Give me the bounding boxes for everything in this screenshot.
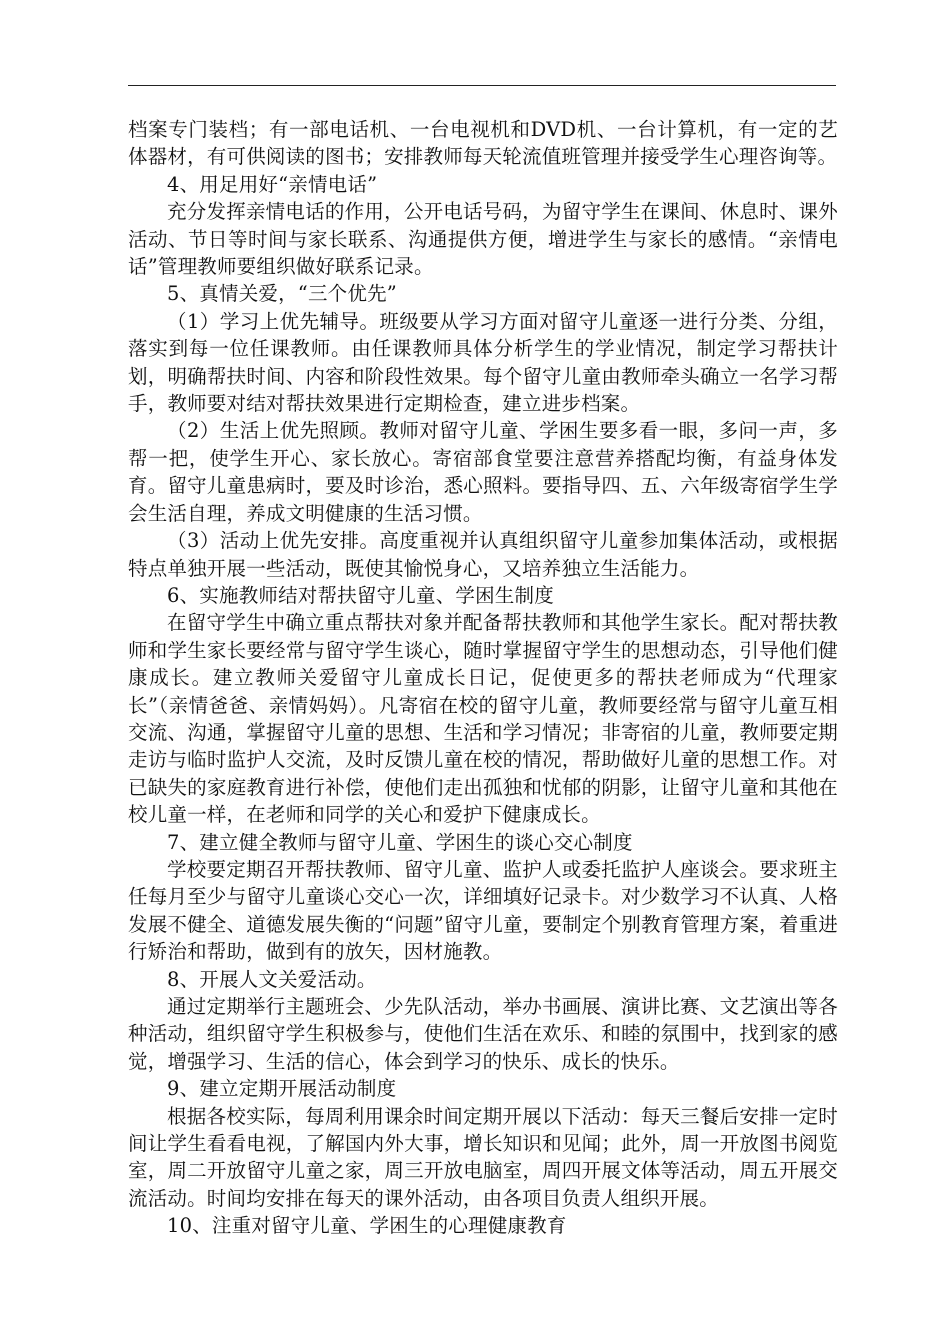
paragraph: 学校要定期召开帮扶教师、留守儿童、监护人或委托监护人座谈会。要求班主任每月至少与留守儿童谈心交心一次，详细填好记录卡。对少数学习不认真、人格发展不健全、道德发展失衡的“问题”留守儿童，要制定个别教育管理方案，着重进行矫治和帮助，做到有的放矢，因材施教。 xyxy=(128,857,838,964)
paragraph: 根据各校实际，每周利用课余时间定期开展以下活动：每天三餐后安排一定时间让学生看看电视，了解国内外大事，增长知识和见闻；此外，周一开放图书阅览室，周二开放留守儿童之家，周三开放电脑室，周四开展文体等活动，周五开展交流活动。时间均安排在每天的课外活动，由各项目负责人组织开展。 xyxy=(128,1104,838,1210)
paragraph: 充分发挥亲情电话的作用，公开电话号码，为留守学生在课间、休息时、课外活动、节日等时间与家长联系、沟通提供方便，增进学生与家长的感情。“亲情电话”管理教师要组织做好联系记录。 xyxy=(128,200,838,279)
header-rule xyxy=(128,85,836,86)
paragraph: 通过定期举行主题班会、少先队活动，举办书画展、演讲比赛、文艺演出等各种活动，组织留守学生积极参与，使他们生活在欢乐、和睦的氛围中，找到家的感觉，增强学习、生活的信心，体会到学习的快乐、成长的快乐。 xyxy=(128,995,838,1073)
paragraph: 6、实施教师结对帮扶留守儿童、学困生制度 xyxy=(167,583,554,607)
paragraph: （3）活动上优先安排。高度重视并认真组织留守儿童参加集体活动，或根据特点单独开展一些活动，既使其愉悦身心，又培养独立生活能力。 xyxy=(128,529,838,580)
paragraph: 9、建立定期开展活动制度 xyxy=(167,1077,397,1101)
paragraph: （1）学习上优先辅导。班级要从学习方面对留守儿童逐一进行分类、分组，落实到每一位任课教师。由任课教师具体分析学生的学业情况，制定学习帮扶计划，明确帮扶时间、内容和阶段性效果。每个留守儿童由教师牵头确立一名学习帮手，教师要对结对帮扶效果进行定期检查，建立进步档案。 xyxy=(128,309,838,416)
paragraph: （2）生活上优先照顾。教师对留守儿童、学困生要多看一眼，多问一声，多帮一把，使学生开心、家长放心。寄宿部食堂要注意营养搭配均衡，有益身体发育。留守儿童患病时，要及时诊治，悉心照料。要指导四、五、六年级寄宿学生学会生活自理，养成文明健康的生活习惯。 xyxy=(128,419,838,525)
paragraph: 5、真情关爱，“三个优先” xyxy=(167,282,397,306)
paragraph: 档案专门装档；有一部电话机、一台电视机和DVD机、一台计算机，有一定的艺体器材，有可供阅读的图书；安排教师每天轮流值班管理并接受学生心理咨询等。 xyxy=(128,118,838,169)
paragraph: 8、开展人文关爱活动。 xyxy=(167,967,377,991)
paragraph: 在留守学生中确立重点帮扶对象并配备帮扶教师和其他学生家长。配对帮扶教师和学生家长要经常与留守学生谈心，随时掌握留守学生的思想动态，引导他们健康成长。建立教师关爱留守儿童成长日记，促使更多的帮扶老师成为“代理家长”（亲情爸爸、亲情妈妈）。凡寄宿在校的留守儿童，教师要经常与留守儿童互相交流、沟通，掌握留守儿童的思想、生活和学习情况；非寄宿的儿童，教师要定期走访与临时监护人交流，及时反馈儿童在校的情况，帮助做好儿童的思想工作。对已缺失的家庭教育进行补偿，使他们走出孤独和忧郁的阴影，让留守儿童和其他在校儿童一样，在老师和同学的关心和爱护下健康成长。 xyxy=(128,611,838,827)
paragraph: 4、用足用好“亲情电话” xyxy=(167,172,378,196)
paragraph: 7、建立健全教师与留守儿童、学困生的谈心交心制度 xyxy=(167,830,633,854)
paragraph: 10、注重对留守儿童、学困生的心理健康教育 xyxy=(167,1214,567,1238)
document-body xyxy=(128,116,838,1240)
